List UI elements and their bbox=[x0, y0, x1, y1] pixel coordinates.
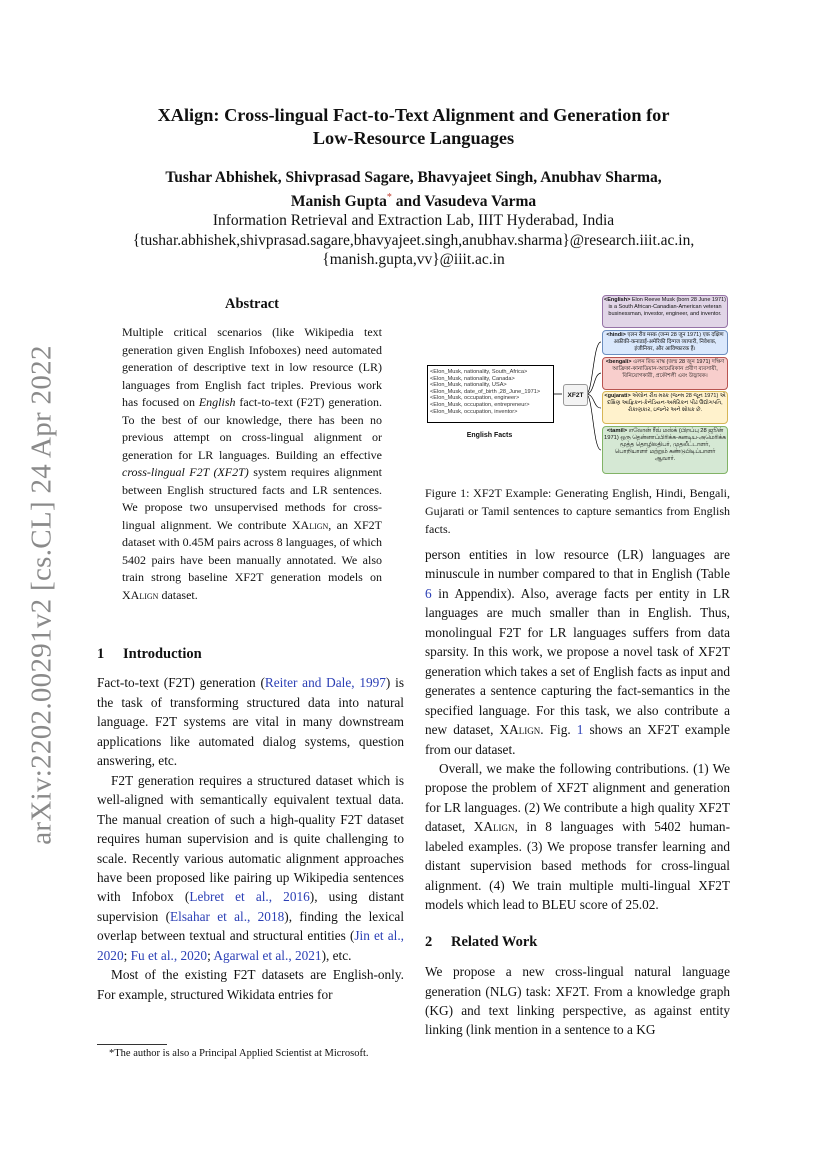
output-tamil bbox=[602, 426, 728, 474]
abstract-paragraph bbox=[122, 324, 382, 604]
citation-link[interactable]: 1 bbox=[576, 722, 584, 738]
arrow-to-tamil bbox=[586, 394, 601, 450]
figure-caption: Figure 1: XF2T Example: Generating English, Hindi, Bengali, Gujarati or Tamil sentences to capture semantics from English facts. bbox=[425, 486, 730, 536]
arxiv-identifier bbox=[22, 340, 62, 850]
affiliation: Information Retrieval and Extraction Lab, IIIT Hyderabad, India bbox=[212, 212, 615, 230]
dataset-name: XAlign bbox=[291, 517, 329, 532]
text-span: dataset. bbox=[158, 587, 198, 602]
text-span: ), finding the lexical overlap between textual and structural entities ( bbox=[97, 908, 405, 944]
output-text: એલોન રીવ મસ્ક (જન્મ 28 જૂન 1971) એ દક્ષિણ આફ્રિકન-કેનેડિયન-અમેરિકન પીઢ ઉદ્યોગપતિ, રોકાણકાર, ઇજનેર અને શોધક છે. bbox=[607, 393, 726, 413]
section-number: 1 bbox=[97, 646, 105, 662]
footnote bbox=[97, 1047, 404, 1061]
output-gujarati bbox=[602, 391, 728, 424]
left-column bbox=[97, 645, 404, 1004]
text-span: ), etc. bbox=[321, 947, 352, 963]
paragraph bbox=[97, 965, 404, 1004]
citation-link[interactable]: 6 bbox=[425, 585, 432, 601]
author-name: Manish Gupta bbox=[290, 192, 387, 210]
output-english bbox=[602, 295, 728, 328]
language-tag: <hindi> bbox=[606, 332, 626, 338]
citation-link[interactable]: Jin et al., 2020 bbox=[97, 928, 404, 963]
xf2t-model-box: XF2T bbox=[563, 384, 588, 406]
author-block bbox=[97, 168, 730, 270]
text-span: English bbox=[198, 395, 236, 409]
citation-link[interactable]: Agarwal et al., 2021 bbox=[213, 947, 322, 963]
fact: <Elon_Musk, nationality, Canada> bbox=[430, 375, 515, 382]
text-span: fact-to-text (F2T) generation. To the best of our knowledge, there has been no previous attempt on cross-lingual alignment or generation for LR languages. Building an effective bbox=[122, 395, 382, 462]
fact: <Elon_Musk, occupation, inventor> bbox=[430, 408, 518, 415]
text-span: We propose a new cross-lingual natural language generation (NLG) task: XF2T. From a knowledge graph (KG) and text linking perspective, as against entity linking (link mention in a sentence to a KG bbox=[425, 964, 730, 1038]
text-span: system requires alignment between English structured facts and LR sentences. We propose two unsupervised methods for cross-lingual alignment. We contribute bbox=[122, 465, 382, 532]
language-tag: <gujarati> bbox=[604, 393, 631, 399]
paragraph bbox=[97, 771, 404, 966]
output-arrows bbox=[586, 342, 601, 450]
paper-title bbox=[97, 104, 730, 150]
section-title: Related Work bbox=[451, 933, 538, 950]
text-span: Multiple critical scenarios (like Wikipedia text generation given English Infoboxes) need automated generation of descriptive text in low resource (LR) languages from English fact triples. Previous work has focused on bbox=[122, 325, 382, 409]
text-span: , an XF2T dataset with 0.45M pairs across 8 languages, of which 5402 pairs have been manually annotated. We also train strong baseline XF2T generation models on bbox=[122, 517, 382, 584]
arrow-to-hindi bbox=[586, 342, 601, 394]
section-heading-related-work bbox=[425, 933, 730, 952]
text-span: cross-lingual F2T (XF2T) bbox=[122, 465, 249, 479]
output-text: এলন রিভ মাস্ক (জন্ম 28 জুন 1971) দক্ষিণ আফ্রিকা-কানাডিয়ান-আমেরিকান প্রবীণ ব্যবসায়ী, বিনিয়োগকারী, প্রকৌশলী এবং উদ্ভাবক। bbox=[612, 359, 725, 379]
text-span: Most of the existing F2T datasets are English-only. For example, structured Wikidata entries for bbox=[97, 967, 404, 1002]
authors-line-2 bbox=[97, 188, 730, 212]
emails-line-1: {tushar.abhishek,shivprasad.sagare,bhavyajeet.singh,anubhav.sharma}@research.iiit.ac.in, bbox=[132, 231, 695, 249]
abstract-text bbox=[122, 324, 382, 604]
english-facts-box bbox=[427, 365, 554, 423]
section-number: 2 bbox=[425, 933, 433, 950]
emails-line-2: {manish.gupta,vv}@iiit.ac.in bbox=[322, 251, 505, 269]
fact: <Elon_Musk, nationality, USA> bbox=[430, 382, 507, 389]
author-name: and Vasudeva Varma bbox=[391, 192, 537, 210]
text-span: , in 8 languages with 5402 human-labeled examples. (3) We propose transfer learning and distant supervision based methods for cross-lingual alignment. (4) We train multiple multi-lingual XF2T models which lead to BLEU score of 25.02. bbox=[425, 819, 730, 913]
paragraph bbox=[425, 962, 730, 1040]
text-span: ; bbox=[207, 947, 214, 963]
output-text: எலோன் ரீவ் மஸ்க் (பிறப்பு 28 ஜூன் 1971) ஒரு தென்னாப்பிரிக்க-கனடிய-அமெரிக்க மூத்த தொழிலதிபர், முதலீட்டாளர், பொறியாளர் மற்றும் கண்டுபிடிப்பாளர் ஆவார். bbox=[604, 428, 727, 462]
text-span: ; bbox=[123, 947, 131, 963]
arxiv-id-text: arXiv:2202.00291v2 [cs.CL] 24 Apr 2022 bbox=[25, 345, 58, 845]
citation-link[interactable]: Fu et al., 2020 bbox=[130, 947, 208, 963]
language-tag: <tamil> bbox=[606, 428, 628, 434]
output-text: Elon Reeve Musk (born 28 June 1971) is a South African-Canadian-American veteran businessman, investor, engineer, and inventor. bbox=[608, 297, 726, 317]
footnote-rule bbox=[97, 1044, 167, 1045]
text-span: ), using distant supervision ( bbox=[97, 889, 404, 924]
text-span: ) is the task of transforming structured data into natural language. F2T systems are vital in many downstream applications like automated dialog systems, question answering, etc. bbox=[97, 675, 404, 769]
fact: <Elon_Musk, nationality, South_Africa> bbox=[430, 369, 528, 375]
abstract-heading: Abstract bbox=[225, 296, 279, 312]
text-span: person entities in low resource (LR) languages are minuscule in number compared to that in English (Table bbox=[425, 547, 730, 582]
fact: <Elon_Musk, date_of_birth ,28_June_1971> bbox=[430, 388, 541, 395]
section-heading-introduction bbox=[97, 645, 404, 664]
facts-label: English Facts bbox=[466, 432, 513, 439]
dataset-name: XAlign bbox=[499, 722, 541, 738]
figure-1 bbox=[425, 292, 733, 477]
text-span: Overall, we make the following contributions. (1) We propose the problem of XF2T alignment and generation for LR languages. (2) We contribute a high quality XF2T dataset, bbox=[425, 760, 730, 835]
text-span: F2T generation requires a structured dataset which is well-aligned with semantically equivalent textual data. The manual creation of such a high-quality F2T dataset requires human supervision and is quite challenging to scale. Recently various automatic alignment approaches have been proposed like pairing up Wikipedia sentences with Infobox ( bbox=[97, 772, 404, 905]
right-column bbox=[425, 545, 730, 1040]
output-hindi bbox=[602, 330, 728, 355]
fact: <Elon_Musk, occupation, entrepreneur> bbox=[430, 401, 530, 408]
text-span: Fact-to-text (F2T) generation ( bbox=[97, 675, 265, 691]
footnote-marker[interactable]: * bbox=[386, 191, 392, 203]
citation-link[interactable]: Reiter and Dale, 1997 bbox=[264, 675, 386, 691]
output-text: एलन रीव मस्क (जन्म 28 जून 1971) एक दक्षिण अफ्रीकी-कनाडाई-अमेरिकी दिग्गज व्यापारी, निवेशक, इंजीनियर, और आविष्कारक हैं। bbox=[613, 332, 724, 352]
text-span: . Fig. bbox=[540, 722, 577, 738]
language-tag: <bengali> bbox=[605, 359, 632, 365]
title-line-2: Low-Resource Languages bbox=[312, 128, 515, 148]
authors-line-1: Tushar Abhishek, Shivprasad Sagare, Bhavyajeet Singh, Anubhav Sharma, bbox=[165, 169, 662, 186]
citation-link[interactable]: Lebret et al., 2016 bbox=[189, 889, 310, 905]
paragraph bbox=[425, 545, 730, 759]
title-line-1: XAlign: Cross-lingual Fact-to-Text Alignment and Generation for bbox=[157, 105, 670, 125]
paragraph bbox=[97, 673, 404, 770]
citation-link[interactable]: Elsahar et al., 2018 bbox=[170, 908, 285, 924]
section-title: Introduction bbox=[123, 646, 202, 662]
dataset-name: XAlign bbox=[473, 819, 515, 835]
output-bengali bbox=[602, 357, 728, 390]
fact: <Elon_Musk, occupation, engineer> bbox=[430, 395, 520, 402]
footnote-text: *The author is also a Principal Applied Scientist at Microsoft. bbox=[109, 1048, 369, 1059]
language-tag: <English> bbox=[604, 297, 631, 303]
dataset-name: XAlign bbox=[122, 587, 159, 602]
paragraph bbox=[425, 759, 730, 915]
text-span: shows an XF2T example from our dataset. bbox=[425, 722, 730, 757]
text-span: in Appendix). Also, average facts per entity in LR languages are much smaller than in English. Thus, monolingual F2T for LR languages suffers from data sparsity. In this work, we propose a novel task of XF2T generation which takes a set of English facts as input and generates a sentence capturing the fact-semantics in the specified language. For this task, we also contribute a new dataset, bbox=[425, 585, 730, 738]
